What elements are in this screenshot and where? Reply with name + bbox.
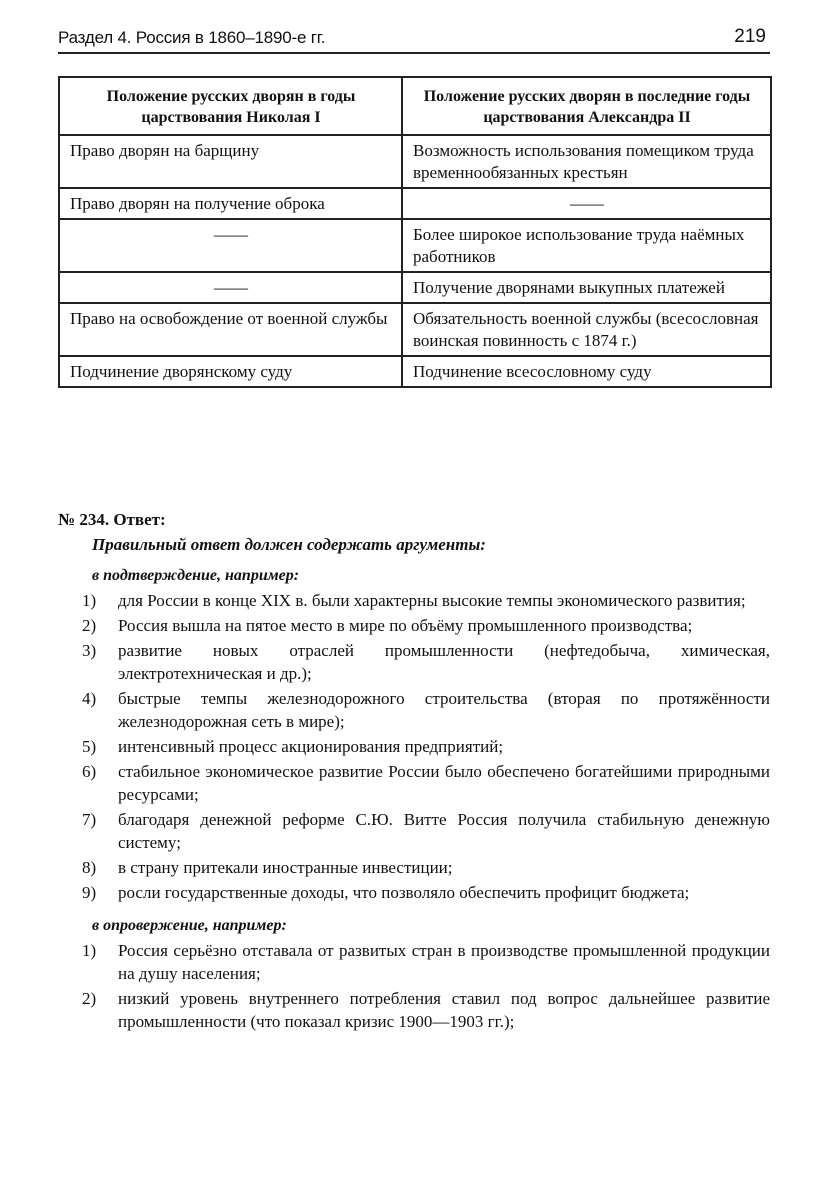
- page-number: 219: [734, 26, 766, 47]
- list-item: 2) Россия вышла на пятое место в мире по объёму промышленного производства;: [82, 616, 693, 635]
- table-row: [59, 188, 771, 219]
- table-row: [59, 272, 771, 303]
- list-item: 1) для России в конце XIX в. были характерны высокие темпы экономического развития;: [82, 591, 746, 610]
- comparison-table: [58, 76, 772, 388]
- confirm-list: [58, 589, 770, 904]
- list-item: 3) развитие новых отраслей промышленности (нефтедобыча, химическая, электротехническая и др.);: [82, 641, 770, 683]
- list-item: 4) быстрые темпы железнодорожного строительства (вторая по протяжённости железнодорожная сеть в мире);: [82, 689, 770, 731]
- page-header: [58, 26, 770, 54]
- list-item: 8) в страну притекали иностранные инвестиции;: [82, 858, 453, 877]
- answer-lead: Правильный ответ должен содержать аргументы:: [92, 535, 486, 554]
- table-cell: Возможность использования помещиком труда временнообязанных крестьян: [402, 135, 771, 188]
- table-cell: Право дворян на барщину: [59, 135, 402, 188]
- table-cell: ——: [402, 188, 771, 219]
- refute-list: [58, 939, 770, 1033]
- column-header-alexander: Положение русских дворян в последние годы царствования Александра II: [402, 77, 771, 135]
- answer-section: [58, 508, 770, 1035]
- running-head: Раздел 4. Россия в 1860–1890-е гг.: [58, 28, 326, 47]
- confirm-heading: в подтверждение, например:: [92, 567, 300, 584]
- table-row: [59, 303, 771, 356]
- column-header-nicholas: Положение русских дворян в годы царствования Николая I: [59, 77, 402, 135]
- table-cell: ——: [59, 219, 402, 272]
- list-item: 7) благодаря денежной реформе С.Ю. Витте Россия получила стабильную денежную систему;: [82, 810, 770, 852]
- table-row: [59, 219, 771, 272]
- table-cell: Подчинение всесословному суду: [402, 356, 771, 387]
- list-item: 5) интенсивный процесс акционирования предприятий;: [82, 737, 504, 756]
- table-row: [59, 356, 771, 387]
- list-item: 9) росли государственные доходы, что позволяло обеспечить профицит бюджета;: [82, 883, 690, 902]
- list-item: 1) Россия серьёзно отставала от развитых стран в производстве промышленной продукции на душу населения;: [82, 941, 770, 983]
- table-cell: Получение дворянами выкупных платежей: [402, 272, 771, 303]
- table-cell: Подчинение дворянскому суду: [59, 356, 402, 387]
- refute-heading: в опровержение, например:: [92, 917, 287, 934]
- answer-number: № 234. Ответ:: [58, 510, 166, 529]
- table-cell: Право на освобождение от военной службы: [59, 303, 402, 356]
- table-cell: ——: [59, 272, 402, 303]
- table-cell: Право дворян на получение оброка: [59, 188, 402, 219]
- list-item: 2) низкий уровень внутреннего потребления ставил под вопрос дальнейшее развитие промышленности (что показал кризис 1900—1903 гг.);: [82, 989, 770, 1031]
- list-item: 6) стабильное экономическое развитие России было обеспечено богатейшими природными ресурсами;: [82, 762, 770, 804]
- table-row: [59, 135, 771, 188]
- table-header-row: [59, 77, 771, 135]
- table-cell: Обязательность военной службы (всесословная воинская повинность с 1874 г.): [402, 303, 771, 356]
- table-cell: Более широкое использование труда наёмных работников: [402, 219, 771, 272]
